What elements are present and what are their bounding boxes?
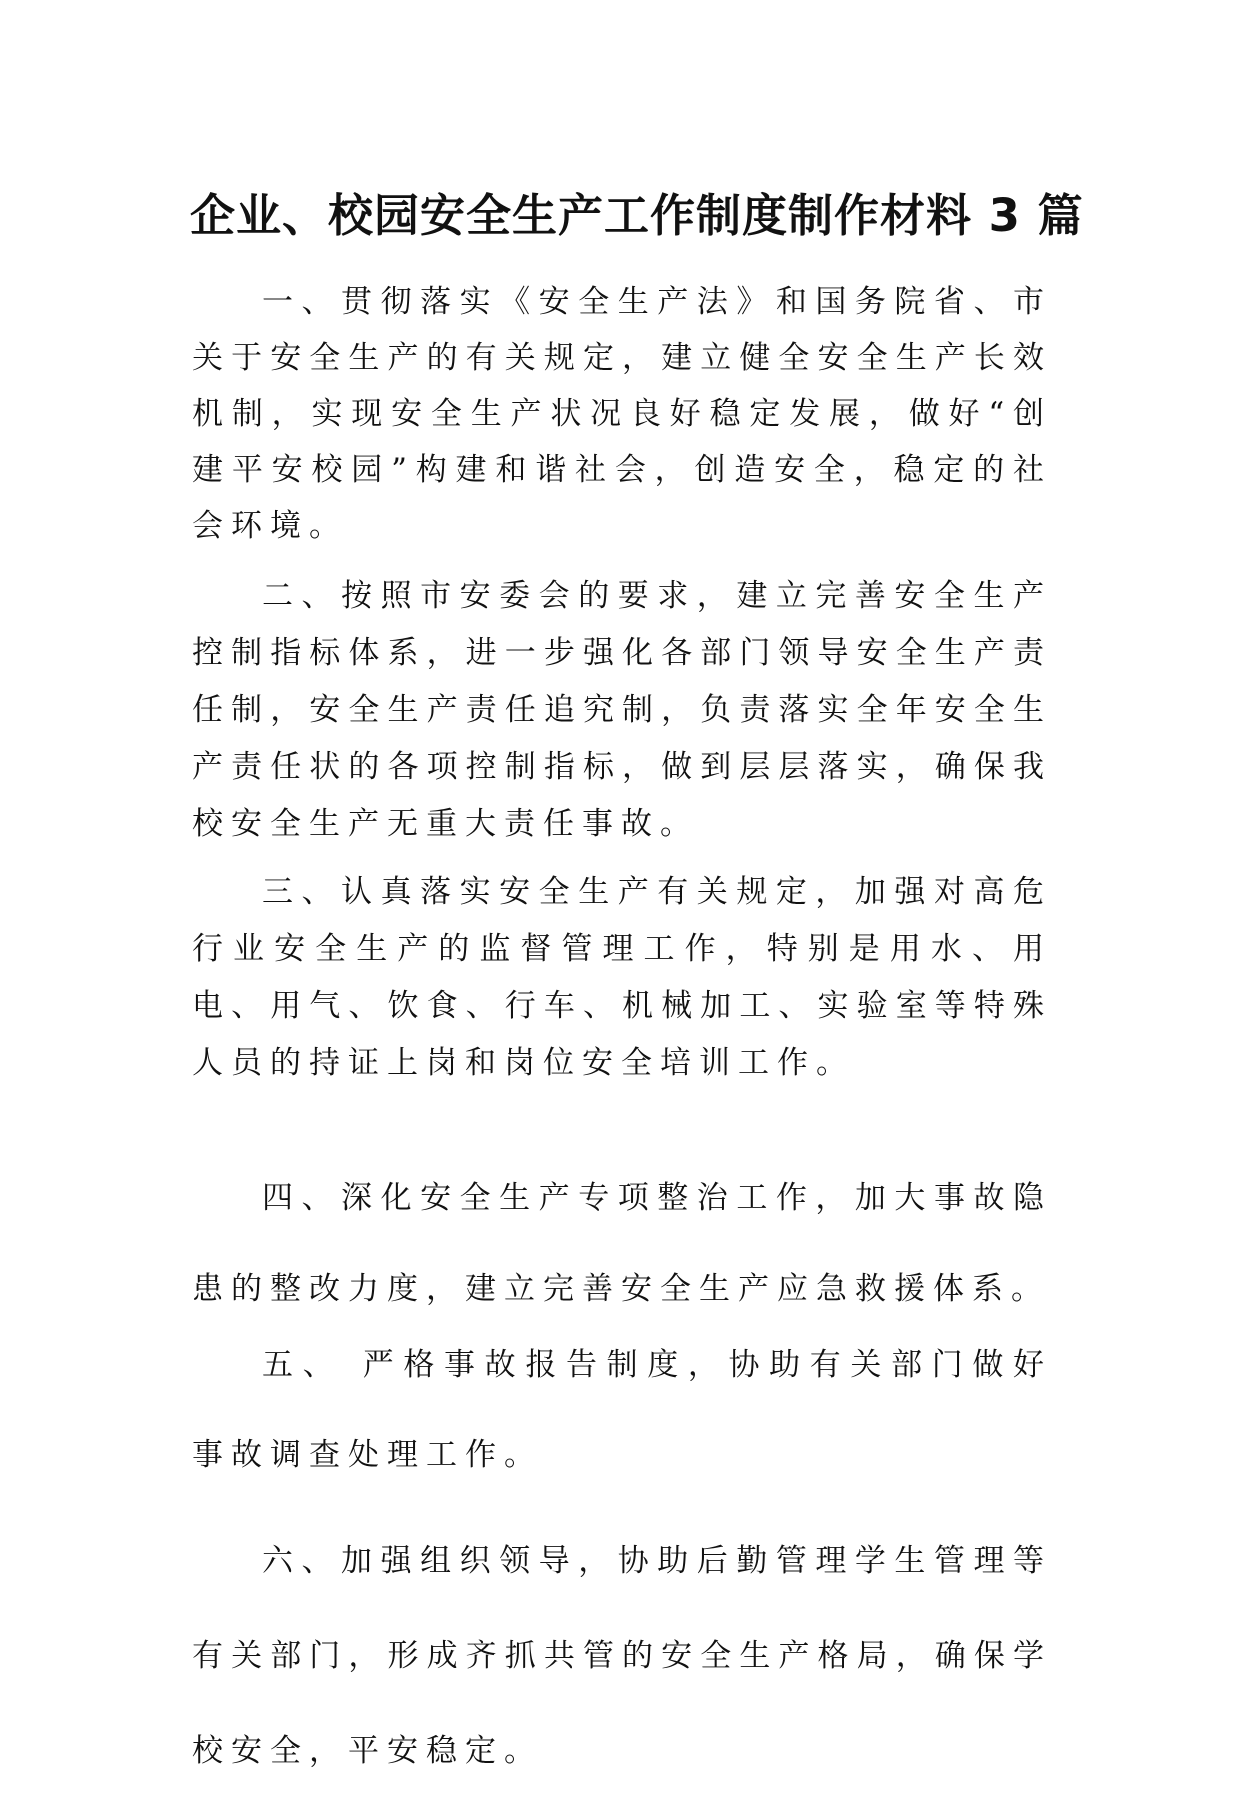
paragraph-5: 五、 严格事故报告制度，协助有关部门做好事故调查处理工作。 xyxy=(192,1347,1052,1473)
paragraph-3: 三、认真落实安全生产有关规定，加强对高危行业安全生产的监督管理工作，特别是用水、用电、用气、饮食、行车、机械加工、实验室等特殊人员的持证上岗和岗位安全培训工作。 xyxy=(192,874,1052,1081)
paragraph-6: 六、加强组织领导，协助后勤管理学生管理等有关部门，形成齐抓共管的安全生产格局，确保学校安全，平安稳定。 xyxy=(192,1543,1052,1769)
paragraph-1: 一、贯彻落实《安全生产法》和国务院省、市关于安全生产的有关规定，建立健全安全生产长效机制，实现安全生产状况良好稳定发展，做好“创建平安校园”构建和谐社会，创造安全，稳定的社会环境。 xyxy=(192,284,1052,544)
paragraph-4: 四、深化安全生产专项整治工作，加大事故隐患的整改力度，建立完善安全生产应急救援体系。 xyxy=(192,1180,1052,1307)
paragraph-2: 二、按照市安委会的要求，建立完善安全生产控制指标体系，进一步强化各部门领导安全生产责任制，安全生产责任追究制，负责落实全年安全生产责任状的各项控制指标，做到层层落实，确保我校安全生产无重大责任事故。 xyxy=(192,578,1052,842)
document-title: 企业、校园安全生产工作制度制作材料 3 篇 xyxy=(190,189,1084,242)
